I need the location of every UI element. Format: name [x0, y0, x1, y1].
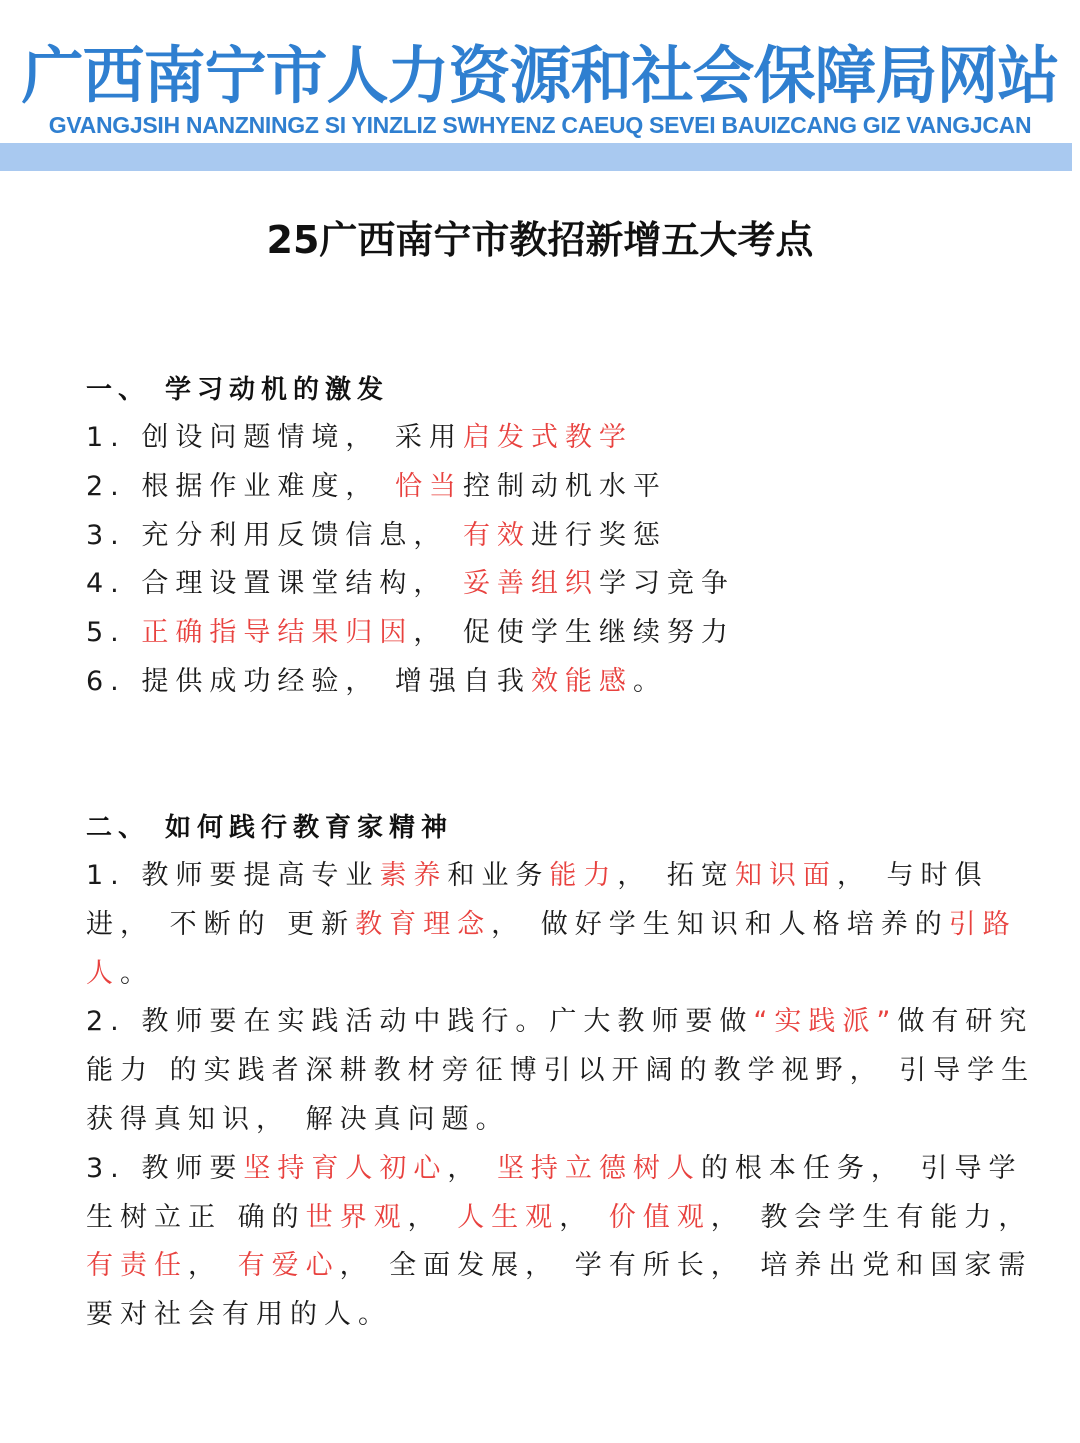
- highlighted-keyword: 世界观: [305, 1201, 408, 1233]
- section-educator-spirit: [86, 804, 1036, 1340]
- text-segment: 3. 教师要: [86, 1152, 244, 1184]
- highlighted-keyword: 教育理念: [355, 908, 492, 940]
- text-segment: 1. 教师要提高专业: [86, 860, 380, 891]
- section-heading: 一、 学习动机的激发: [86, 375, 390, 405]
- text-segment: ，: [407, 1201, 458, 1233]
- highlighted-keyword: 素养: [379, 860, 448, 891]
- text-segment: ， 拓宽: [617, 860, 735, 891]
- highlighted-keyword: 恰当: [394, 470, 463, 502]
- text-segment: 6. 提供成功经验， 增强自我: [86, 665, 531, 697]
- highlighted-keyword: 正确指导结果归因: [141, 617, 414, 649]
- list-item: [86, 998, 1036, 1144]
- text-segment: 学习竞争: [598, 568, 735, 600]
- highlighted-keyword: 有责任: [86, 1250, 188, 1282]
- list-item: [86, 512, 1036, 561]
- section-motivation: [86, 366, 1036, 707]
- list-item: [86, 463, 1036, 512]
- highlighted-keyword: 坚持育人初心: [243, 1152, 448, 1184]
- list-item: [86, 414, 1036, 463]
- text-segment: 5.: [86, 617, 142, 649]
- text-segment: 。: [120, 957, 154, 989]
- highlighted-keyword: “实践派”: [753, 1006, 898, 1038]
- section-heading: 二、 如何践行教育家精神: [86, 813, 454, 843]
- text-segment: ，: [188, 1250, 238, 1282]
- text-segment: 4. 合理设置课堂结构，: [86, 568, 463, 600]
- highlighted-keyword: 效能感: [530, 665, 633, 697]
- text-segment: ， 做好学生知识和人格培养的: [491, 908, 949, 940]
- site-subtitle-zhuang: GVANGJSIH NANZNINGZ SI YINZLIZ SWHYENZ CAEUQ SEVEI BAUIZCANG GIZ VANGJCAN: [48, 112, 1032, 138]
- document-title: 25广西南宁市教招新增五大考点: [266, 218, 814, 262]
- text-segment: 2. 教师要在实践活动中践行。广大教师要做: [86, 1006, 754, 1038]
- list-item: [86, 1145, 1036, 1340]
- highlighted-keyword: 有爱心: [237, 1250, 340, 1282]
- text-segment: 2. 根据作业难度，: [86, 470, 395, 502]
- highlighted-keyword: 妥善组织: [462, 568, 599, 600]
- site-title: 广西南宁市人力资源和社会保障局网站: [21, 40, 1059, 112]
- text-segment: 的根本任务， 引导学生树立正 确的: [86, 1152, 1023, 1233]
- highlighted-keyword: 有效: [462, 519, 531, 551]
- highlighted-keyword: 能力: [549, 860, 618, 891]
- text-segment: 做有研究能力 的实践者深耕教材旁征博引以开阔的教学视野， 引导学生获得真知识， 解决真问题。: [86, 1006, 1036, 1135]
- text-segment: ， 促使学生继续努力: [413, 617, 735, 649]
- text-segment: 进行奖惩: [530, 519, 667, 551]
- banner-underline-bar: [0, 143, 1072, 171]
- highlighted-keyword: 启发式教学: [462, 422, 633, 453]
- highlighted-keyword: 价值观: [608, 1201, 711, 1233]
- text-segment: 控制动机水平: [462, 470, 667, 502]
- text-segment: 3. 充分利用反馈信息，: [86, 519, 463, 551]
- text-segment: ， 教会学生有能力，: [710, 1201, 1033, 1233]
- text-segment: 和业务: [447, 860, 550, 891]
- text-segment: ， 全面发展， 学有所长， 培养出党和国家需要对社会有用的人。: [86, 1250, 1033, 1331]
- site-banner: [0, 40, 1080, 175]
- text-segment: 。: [632, 665, 667, 697]
- text-segment: ，: [559, 1201, 609, 1233]
- text-segment: 1. 创设问题情境， 采用: [86, 422, 463, 453]
- highlighted-keyword: 人生观: [457, 1201, 560, 1233]
- list-item: [86, 852, 1036, 998]
- text-segment: ， 与时俱进， 不断的 更新: [86, 860, 989, 940]
- list-item: [86, 658, 1036, 707]
- highlighted-keyword: 引路人: [86, 908, 1017, 989]
- list-item: [86, 560, 1036, 609]
- highlighted-keyword: 坚持立德树人: [496, 1152, 701, 1184]
- highlighted-keyword: 知识面: [734, 860, 837, 891]
- text-segment: ，: [447, 1152, 497, 1184]
- list-item: [86, 609, 1036, 658]
